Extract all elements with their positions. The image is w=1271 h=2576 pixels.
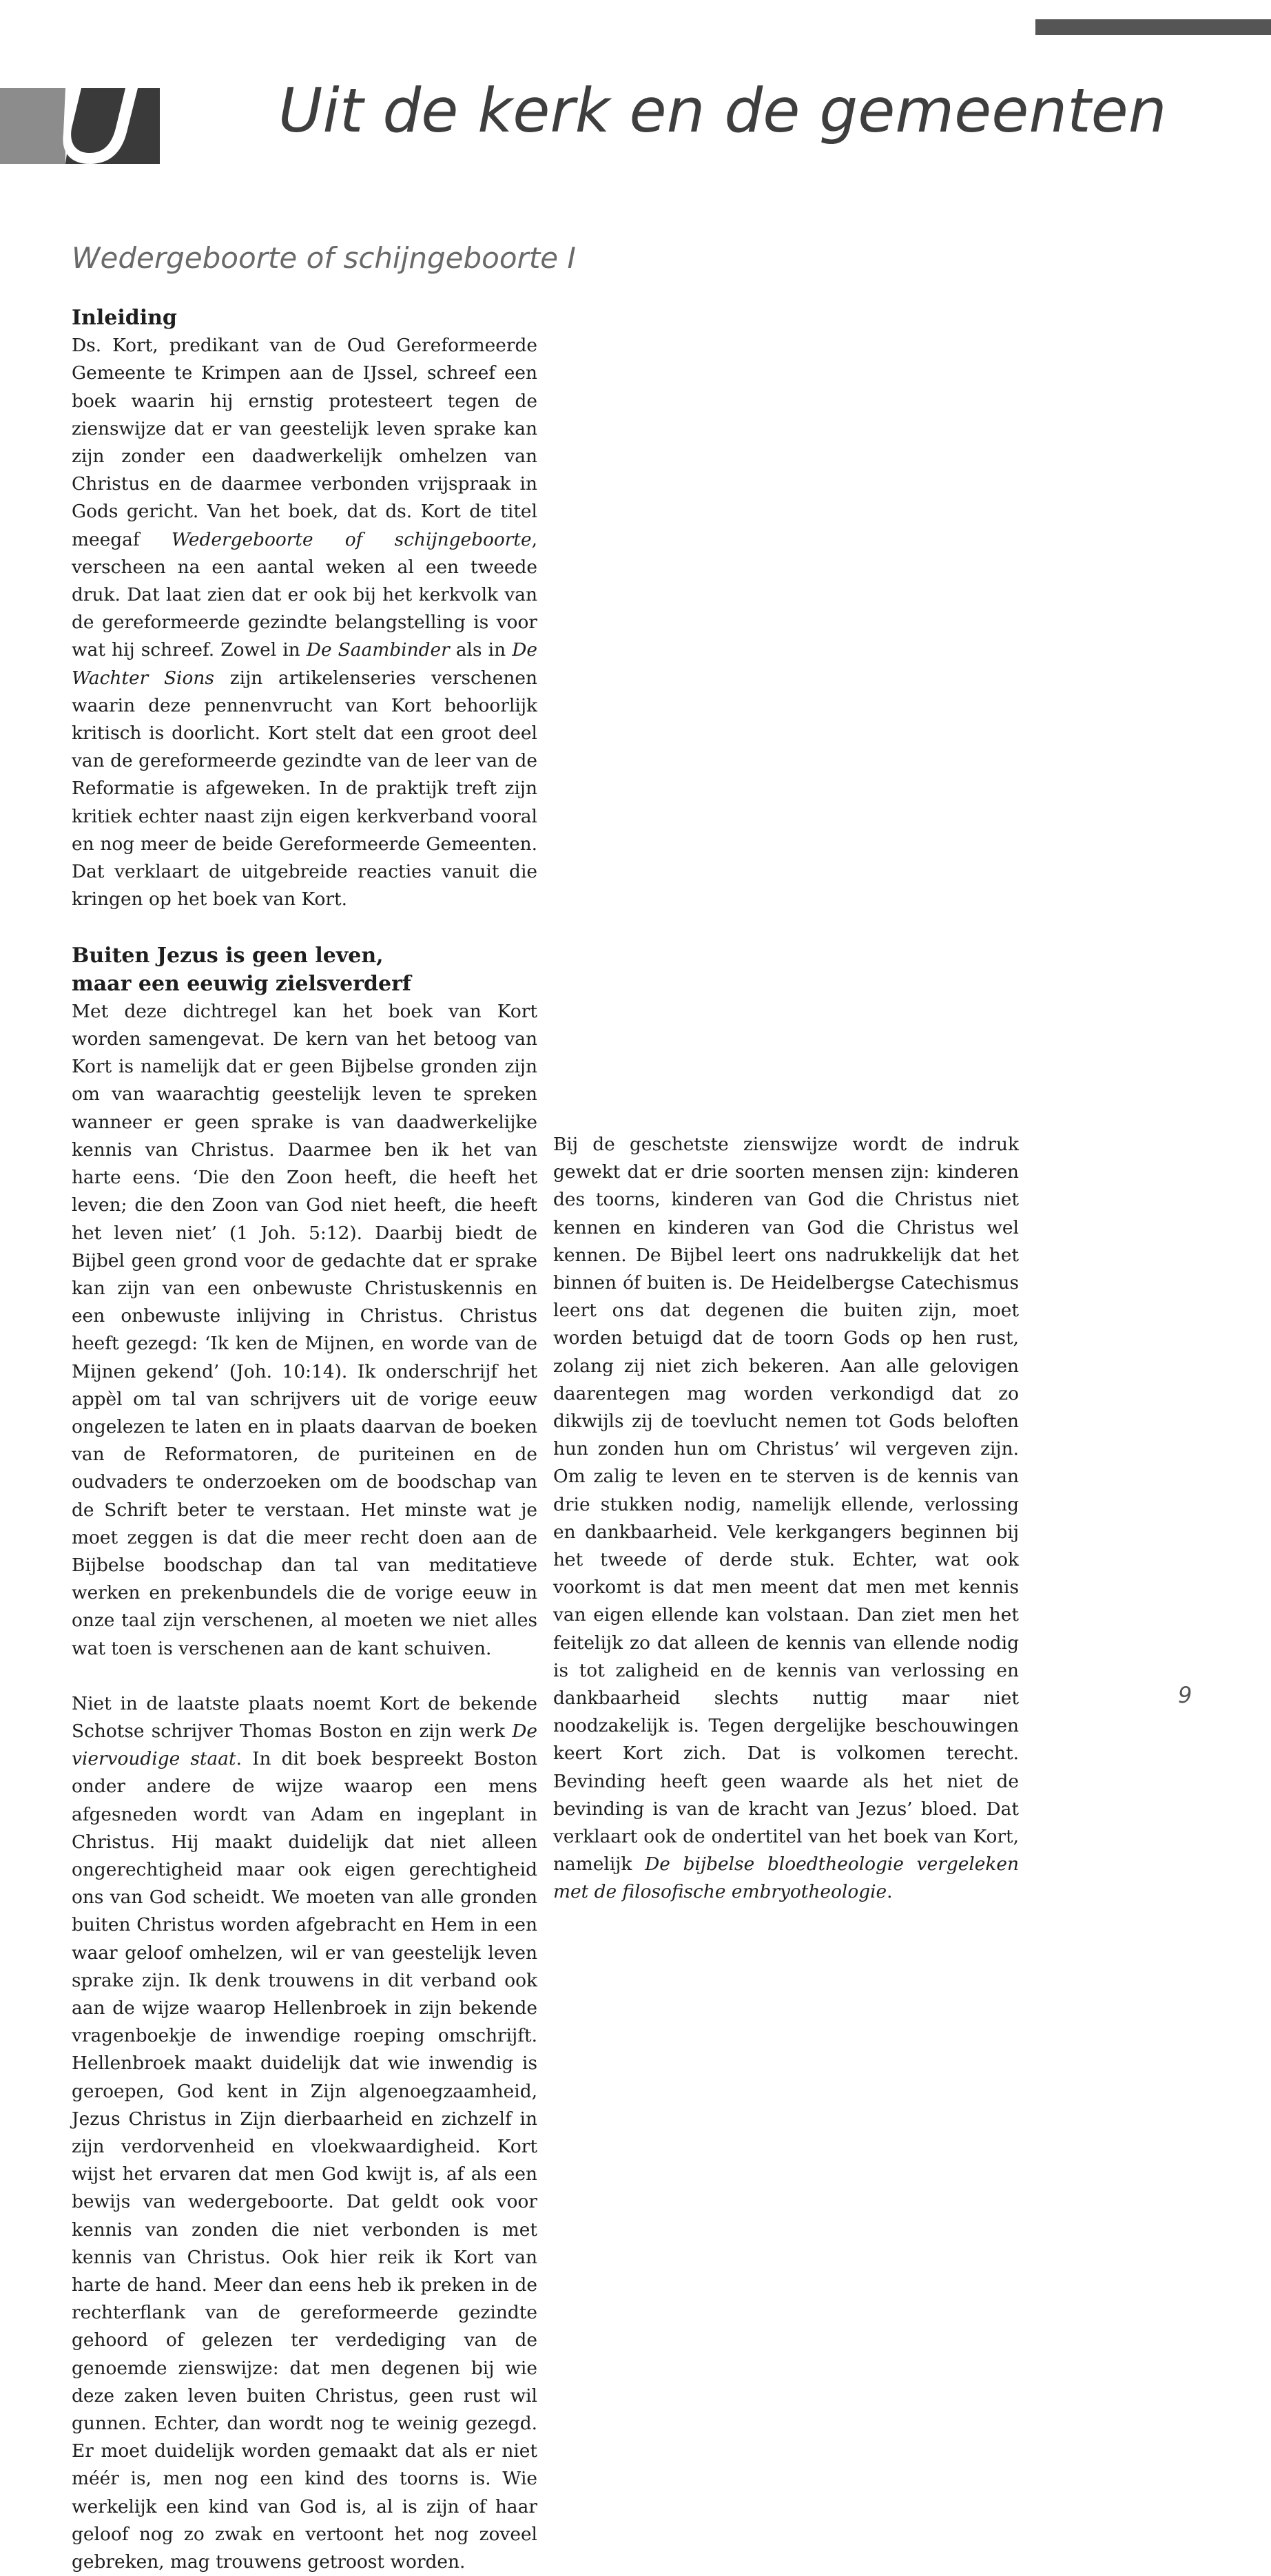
book-title-viervoudige-staat: De viervoudige staat [72,1720,537,1770]
paragraph-intro: Ds. Kort, predikant van de Oud Gereformeerde Gemeente te Krimpen aan de IJssel, schreef een boek waarin hij ernstig protesteert tegen de zienswijze dat er van geestelijk leven sprake kan zijn zonder een daadwerkelijk omhelzen van Christus en de daarmee verbonden vrijspraak in Gods gericht. Van het boek, dat ds. Kort de titel meegaf Wedergeboorte of schijngeboorte, verscheen na een aantal weken al een tweede druk. Dat laat zien dat er ook bij het kerkvolk van de gereformeerde gezindte belangstelling is voor wat hij schreef. Zowel in De Saambinder als in De Wachter Sions zijn artikelenseries verschenen waarin deze pennenvrucht van Kort behoorlijk kritisch is doorlicht. Kort stelt dat een groot deel van de gereformeerde gezindte van de leer van de Reformatie is afgeweken. In de praktijk treft zijn kritiek echter naast zijn eigen kerkverband vooral en nog meer de beide Gereformeerde Gemeenten. Dat verklaart de uitgebreide reacties vanuit die kringen op het boek van Kort. [72,335,537,911]
page-number: 9 [1178,1682,1192,1708]
book-title-wedergeboorte: Wedergeboorte of schijngeboorte [171,528,532,550]
book-subtitle-bloedtheologie: De bijbelse bloedtheologie vergeleken met de filosofische embryotheologie [553,1853,1019,1903]
heading-buiten-jezus: Buiten Jezus is geen leven, maar een eeuwig zielsverderf [72,944,411,996]
section-logo-u [0,88,160,164]
column-right [553,304,1019,1907]
magazine-title-wachter-sions: De Wachter Sions [72,639,537,689]
paragraph-drie-soorten: Bij de geschetste zienswijze wordt de indruk gewekt dat er drie soorten mensen zijn: kinderen des toorns, kinderen van God die Christus niet kennen en kinderen van God die Christus wel kennen. De Bijbel leert ons nadrukkelijk dat het binnen óf buiten is. De Heidelbergse Catechismus leert ons dat degenen die buiten zijn, moet worden betuigd dat de toorn Gods op hen rust, zolang zij niet zich bekeren. Aan alle gelovigen daarentegen mag worden verkondigd dat zo dikwijls zij de toevlucht nemen tot Gods beloften hun zonden hun om Christus’ wil vergeven zijn. Om zalig te leven en te sterven is de kennis van drie stukken nodig, namelijk ellende, verlossing en dankbaarheid. Vele kerkgangers beginnen bij het tweede of derde stuk. Echter, wat ook voorkomt is dat men meent dat men met kennis van eigen ellende kan volstaan. Dan ziet men het feitelijk zo dat alleen de kennis van ellende nodig is tot zaligheid en de kennis van verlossing en dankbaarheid slechts nuttig maar niet noodzakelijk is. Tegen dergelijke beschouwingen keert Kort zich. Dat is volkomen terecht. Bevinding heeft geen waarde als het niet de bevinding is van de kracht van Jezus’ bloed. Dat verklaart ook de ondertitel van het boek van Kort, namelijk De bijbelse bloedtheologie vergeleken met de filosofische embryotheologie. [553,1134,1019,1903]
article-title: Wedergeboorte of schijngeboorte I [72,241,576,275]
section-title: Uit de kerk en de gemeenten [278,75,1167,146]
logo-light-block [0,88,65,164]
magazine-title-saambinder: De Saambinder [306,639,450,661]
paragraph-boston: Niet in de laatste plaats noemt Kort de bekende Schotse schrijver Thomas Boston en zijn werk De viervoudige staat. In dit boek bespreekt Boston onder andere de wijze waarop een mens afgesneden wordt van Adam en ingeplant in Christus. Hij maakt duidelijk dat niet alleen ongerechtigheid maar ook eigen gerechtigheid ons van God scheidt. We moeten van alle gronden buiten Christus worden afgebracht en Hem in een waar geloof omhelzen, wil er van geestelijk leven sprake zijn. Ik denk trouwens in dit verband ook aan de wijze waarop Hellenbroek in zijn bekende vragenboekje de inwendige roeping omschrijft. Hellenbroek maakt duidelijk dat wie inwendig is geroepen, God kent in Zijn algenoegzaamheid, Jezus Christus in Zijn dierbaarheid en zichzelf in zijn verdorvenheid en vloekwaardigheid. Kort wijst het ervaren dat men God kwijt is, af als een bewijs van wedergeboorte. Dat geldt ook voor kennis van zonden die niet verbonden is met kennis van Christus. Ook hier reik ik Kort van harte de hand. Meer dan eens heb ik preken in de rechterflank van de gereformeerde gezindte gehoord of gelezen ter verdediging van de genoemde zienswijze: dat men degenen bij wie deze zaken leven buiten Christus, geen rust wil gunnen. Echter, dan wordt nog te weinig gezegd. Er moet duidelijk worden gemaakt dat als er niet méér is, men nog een kind des toorns is. Wie werkelijk een kind van God is, al is zijn of haar geloof nog zo zwak en vertoont het nog zoveel gebreken, mag trouwens getroost worden. [72,1692,537,2573]
column-left [72,304,537,2576]
heading-inleiding: Inleiding [72,306,177,330]
paragraph-dichtregel: Met deze dichtregel kan het boek van Kort worden samengevat. De kern van het betoog van Kort is namelijk dat er geen Bijbelse gronden zijn om van waarachtig geestelijk leven te spreken wanneer er geen sprake is van daadwerkelijke kennis van Christus. Daarmee ben ik het van harte eens. ‘Die den Zoon heeft, die heeft het leven; die den Zoon van God niet heeft, die heeft het leven niet’ (1 Joh. 5:12). Daarbij biedt de Bijbel geen grond voor de gedachte dat er sprake kan zijn van een onbewuste Christuskennis en een onbewuste inlijving in Christus. Christus heeft gezegd: ‘Ik ken de Mijnen, en worde van de Mijnen gekend’ (Joh. 10:14). Ik onderschrijf het appèl om tal van schrijvers uit de vorige eeuw ongelezen te laten en in plaats daarvan de boeken van de Reformatoren, de puriteinen en de oudvaders te onderzoeken om de boodschap van de Schrift beter te verstaan. Het minste wat je moet zeggen is dat die meer recht doen aan de Bijbelse boodschap dan tal van meditatieve werken en prekenbundels die de vorige eeuw in onze taal zijn verschenen, al moeten we niet alles wat toen is verschenen aan de kant schuiven. [72,1000,537,1659]
header-accent-bar [1035,19,1271,35]
